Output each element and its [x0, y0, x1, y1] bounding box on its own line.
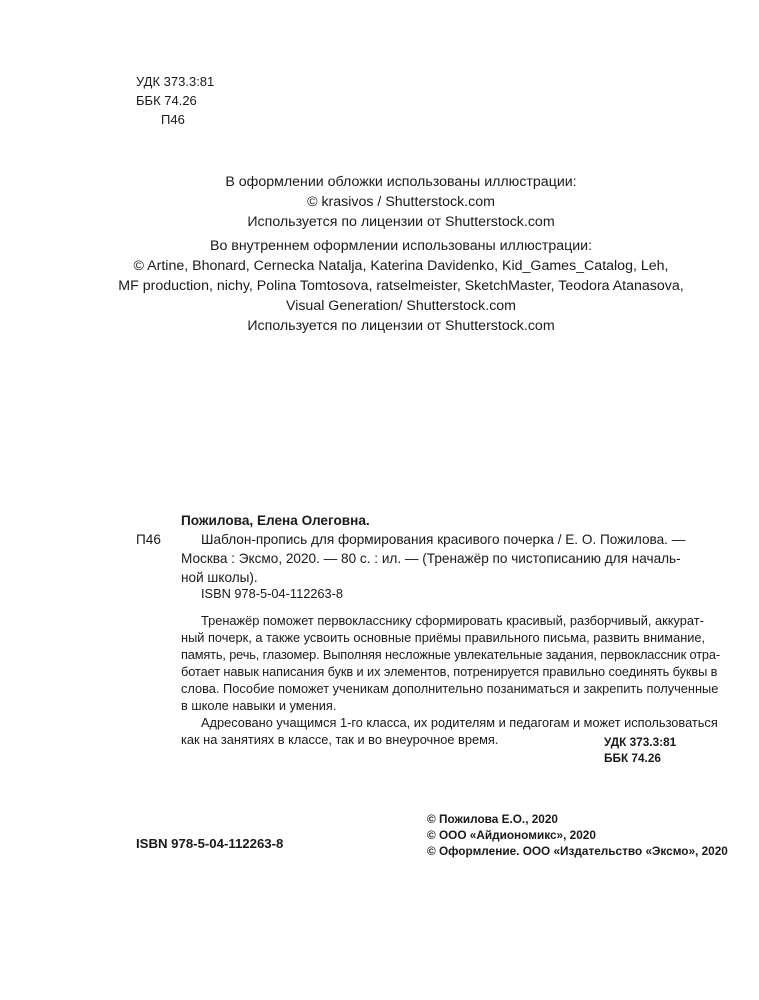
credit-line: Visual Generation/ Shutterstock.com [285, 298, 516, 314]
annotation-line: в школе навыки и умения. [181, 698, 337, 713]
inner-illustration-credits [60, 236, 742, 336]
copyright-line: © ООО «Айдиономикс», 2020 [427, 828, 596, 842]
annotation-line: Адресовано учащимся 1-го класса, их родителям и педагогам и может использоваться [201, 715, 718, 730]
credit-line: В оформлении обложки использованы иллюстрации: [225, 174, 577, 190]
annotation-line: ный почерк, а также усвоить основные приёмы правильного письма, развить внимание, [181, 630, 706, 645]
annotation-line: слова. Пособие поможет ученикам дополнительно позаниматься и закрепить полученные [181, 681, 719, 696]
credit-line: © Artine, Bhonard, Cernecka Natalja, Katerina Davidenko, Kid_Games_Catalog, Leh, [133, 258, 669, 274]
bibliographic-record [181, 511, 693, 587]
bottom-classification-codes [604, 734, 676, 766]
bibliographic-line: ной школы). [181, 570, 258, 585]
annotation-line: ботает навык написания букв и их элементов, потренируется правильно соединять буквы в [181, 664, 718, 679]
udk-code-bottom: УДК 373.3:81 [604, 735, 677, 749]
isbn-bibliographic: ISBN 978-5-04-112263-8 [201, 586, 344, 601]
credit-line: MF production, nichy, Polina Tomtosova, ratselmeister, SketchMaster, Teodora Atanasova, [118, 278, 684, 294]
copyright-line: © Пожилова Е.О., 2020 [427, 812, 558, 826]
bibliographic-line: Москва : Эксмо, 2020. — 80 с. : ил. — (Тренажёр по чистописанию для началь- [181, 551, 681, 566]
top-classification-codes [136, 72, 214, 129]
annotation [181, 612, 720, 748]
isbn-bottom: ISBN 978-5-04-112263-8 [136, 836, 284, 851]
bibliographic-line: Шаблон-пропись для формирования красивого почерка / Е. О. Пожилова. — [201, 532, 686, 547]
bbk-code-top: ББК 74.26 [136, 93, 197, 108]
annotation-line: как на занятиях в классе, так и во внеурочное время. [181, 732, 499, 747]
annotation-line: память, речь, глазомер. Выполняя несложные увлекательные задания, первоклассник отра- [181, 647, 720, 662]
author-code-bibliographic: П46 [136, 532, 161, 547]
cover-illustration-credits [60, 172, 742, 232]
annotation-line: Тренажёр поможет первокласснику сформировать красивый, разборчивый, аккурат- [201, 613, 704, 628]
credit-line: Используется по лицензии от Shutterstock.com [247, 318, 555, 334]
credit-line: Используется по лицензии от Shutterstock.com [247, 214, 555, 230]
author-name: Пожилова, Елена Олеговна. [181, 513, 370, 528]
author-code-top: П46 [161, 112, 185, 127]
credit-line: Во внутреннем оформлении использованы иллюстрации: [209, 238, 593, 254]
udk-code-top: УДК 373.3:81 [136, 74, 215, 89]
copyright-block [427, 811, 728, 859]
credit-line: © krasivos / Shutterstock.com [307, 194, 495, 210]
bbk-code-bottom: ББК 74.26 [604, 751, 661, 765]
copyright-line: © Оформление. ООО «Издательство «Эксмо», 2020 [427, 844, 728, 858]
